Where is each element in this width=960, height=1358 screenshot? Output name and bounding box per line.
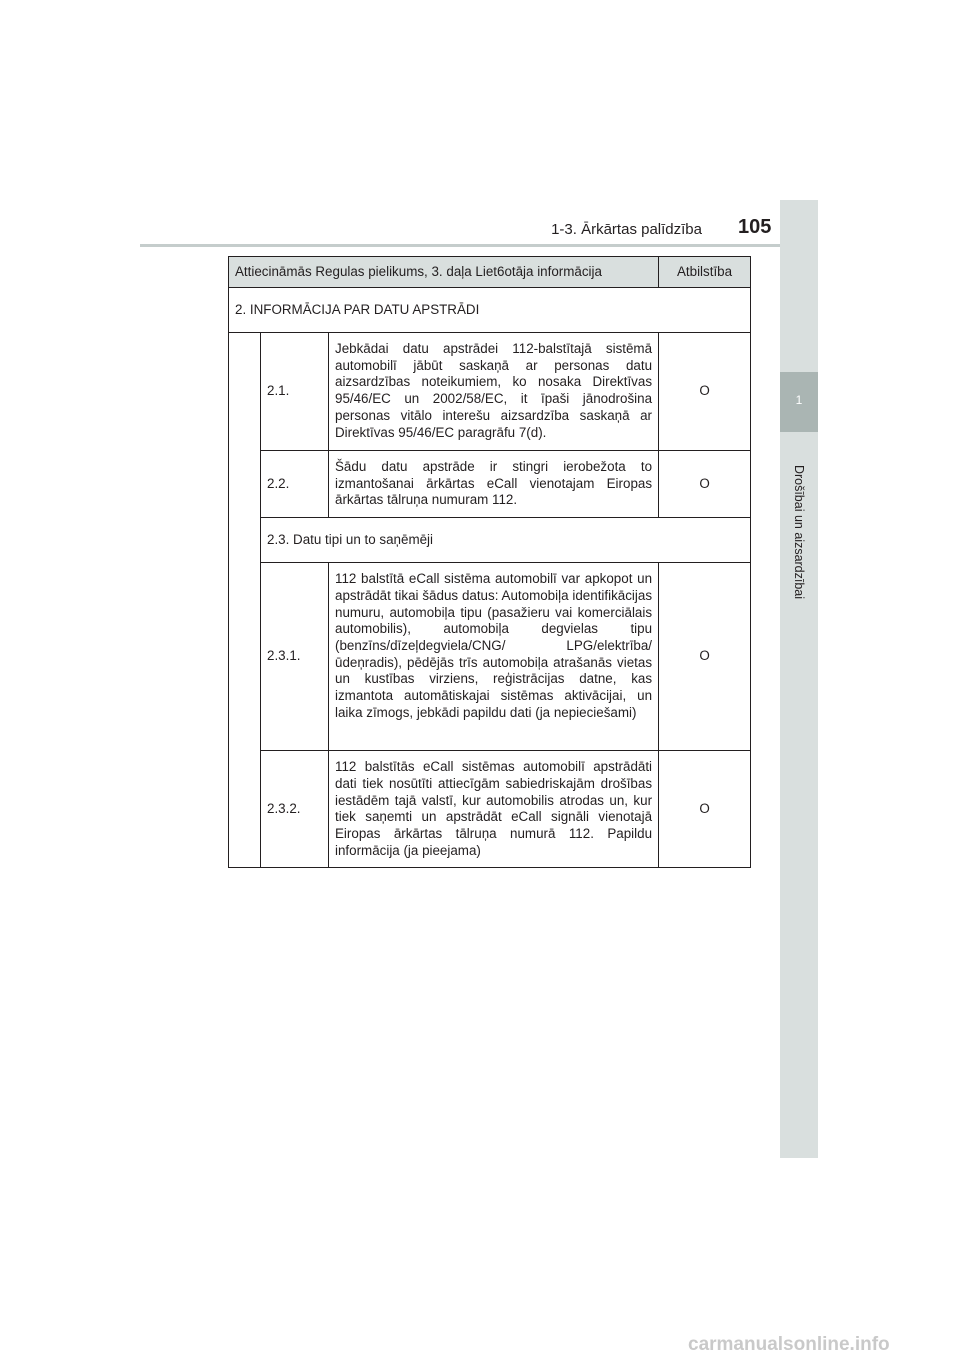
page-number: 105 <box>738 216 772 238</box>
subsection-row <box>229 518 751 563</box>
side-band <box>780 200 818 1158</box>
row-compliance: O <box>659 451 751 518</box>
row-number: 2.3.2. <box>261 751 329 868</box>
row-compliance: O <box>659 333 751 451</box>
row-number: 2.1. <box>261 333 329 451</box>
chapter-label <box>780 437 818 627</box>
header-description: Attiecināmās Regulas pielikums, 3. daļa Liet6otāja informācija <box>229 257 659 288</box>
row-number: 2.2. <box>261 451 329 518</box>
table-header-row <box>229 257 751 288</box>
row-text: 112 balstītās eCall sistēmas automobilī apstrādāti dati tiek nosūtīti attiecīgām sabiedriskajām drošības iestādēm tajā valstī, kur automobilis atrodas un, kur tiek saņemti un apstrādāt eCall signāli vienotajā Eiropas ārkārtas tālruņa numurā 112. Papildu informācija (ja pieejama) <box>329 751 659 868</box>
row-text: 112 balstītā eCall sistēma automobilī var apkopot un apstrādāt tikai šādus datus: Automobiļa identifikācijas numuru, automobiļa tipu (pasažieru vai komerciālais automobilis), automobiļa degvielas tipu (benzīns/dīzeļdegviela/CNG/ LPG/elektrība/ūdeņradis), pēdējās trīs automobiļa atrašanās vietas un kustības virziens, reģistrācijas datne, kas izmantota automātiskajai sistēmas aktivācijai, un laika zīmogs, jebkādi papildu dati (ja nepieciešami) <box>329 563 659 751</box>
indent-cell <box>229 451 261 518</box>
watermark: carmanualsonline.info <box>688 1334 890 1355</box>
row-number: 2.3.1. <box>261 563 329 751</box>
row-text: Šādu datu apstrāde ir stingri ierobežota to izmantošanai ārkārtas eCall vienotajam Eiropas ārkārtas tālruņa numuram 112. <box>329 451 659 518</box>
row-compliance: O <box>659 563 751 751</box>
indent-cell <box>229 751 261 868</box>
chapter-tab[interactable]: 1 <box>780 372 818 432</box>
indent-cell <box>229 333 261 451</box>
compliance-table <box>228 256 751 868</box>
table-row <box>229 333 751 451</box>
indent-cell <box>229 563 261 751</box>
header-compliance: Atbilstība <box>659 257 751 288</box>
chapter-label-text: Drošībai un aizsardzībai <box>792 464 806 600</box>
header-rule <box>140 244 818 247</box>
table-row <box>229 563 751 751</box>
section-title: 1-3. Ārkārtas palīdzība <box>551 221 702 238</box>
table-row <box>229 451 751 518</box>
section-title-cell: 2. INFORMĀCIJA PAR DATU APSTRĀDI <box>229 288 751 333</box>
row-compliance: O <box>659 751 751 868</box>
indent-cell <box>229 518 261 563</box>
table-row <box>229 751 751 868</box>
row-text: Jebkādai datu apstrādei 112-balstītajā sistēmā automobilī jābūt saskaņā ar personas datu aizsardzības noteikumiem, ko nosaka Direktīvas 95/46/EC un 2002/58/EC, it īpaši jānodrošina personas vitālo interešu aizsardzība saskaņā ar Direktīvas 95/46/EC paragrāfu 7(d). <box>329 333 659 451</box>
section-row <box>229 288 751 333</box>
subsection-title-cell: 2.3. Datu tipi un to saņēmēji <box>261 518 751 563</box>
